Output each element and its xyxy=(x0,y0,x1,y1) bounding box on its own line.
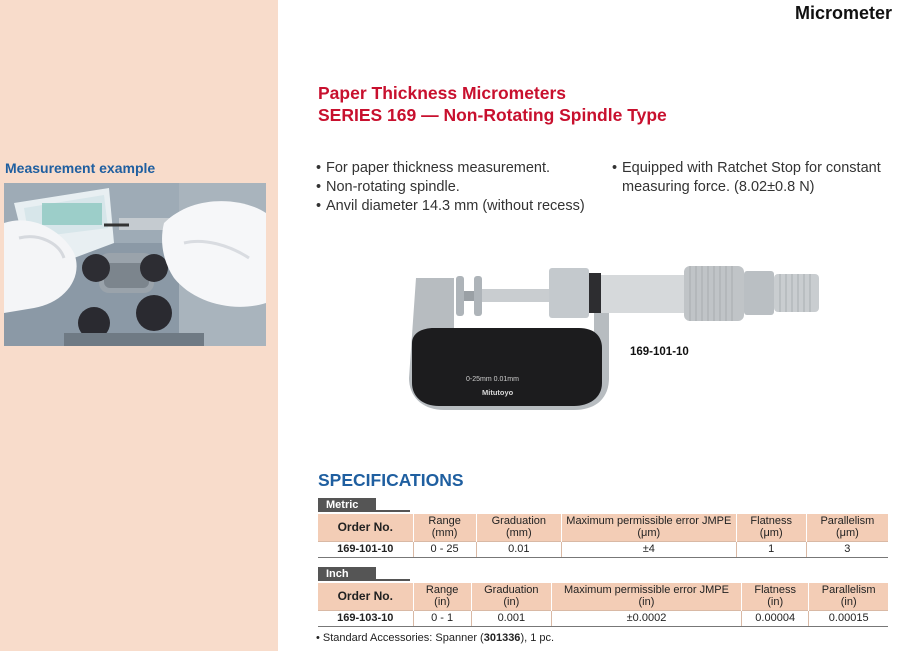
col-graduation: Graduation (mm) xyxy=(476,514,561,541)
feature-item: • Non-rotating spindle. xyxy=(316,178,606,197)
micrometer-product-image xyxy=(404,258,824,418)
cell-graduation: 0.001 xyxy=(471,610,551,626)
col-flatness: Flatness (in) xyxy=(741,583,808,610)
feature-item: • Anvil diameter 14.3 mm (without recess) xyxy=(316,197,606,216)
col-parallelism: Parallelism (μm) xyxy=(806,514,888,541)
table-header-row xyxy=(318,583,888,610)
cell-max-error: ±4 xyxy=(561,541,736,557)
col-parallelism: Parallelism (in) xyxy=(809,583,888,610)
feature-list-2 xyxy=(612,159,897,197)
metric-spec-table xyxy=(318,514,888,558)
metric-tab xyxy=(318,498,410,512)
title-line-1: Paper Thickness Micrometers xyxy=(318,83,567,103)
footnote-part-number: 301336 xyxy=(483,632,521,644)
cell-parallelism: 0.00015 xyxy=(809,610,888,626)
table-row xyxy=(318,610,888,626)
col-order-no: Order No. xyxy=(318,583,413,610)
measurement-example-photo xyxy=(4,183,266,346)
inch-tab-label: Inch xyxy=(326,568,349,580)
col-max-error: Maximum permissible error JMPE (in) xyxy=(551,583,741,610)
table-row xyxy=(318,541,888,557)
cell-flatness: 1 xyxy=(736,541,806,557)
col-max-error: Maximum permissible error JMPE (μm) xyxy=(561,514,736,541)
metric-tab-label: Metric xyxy=(326,499,359,511)
feature-item: • Equipped with Ratchet Stop for constant measuring force. (8.02±0.8 N) xyxy=(612,159,897,197)
title-line-2: SERIES 169 — Non-Rotating Spindle Type xyxy=(318,105,667,125)
col-order-no: Order No. xyxy=(318,514,413,541)
table-header-row xyxy=(318,514,888,541)
col-graduation: Graduation (in) xyxy=(471,583,551,610)
product-title xyxy=(318,82,667,126)
accessories-footnote xyxy=(316,632,554,644)
inch-spec-table xyxy=(318,583,888,627)
cell-range: 0 - 1 xyxy=(413,610,471,626)
frame-range-text: 0-25mm 0.01mm xyxy=(466,376,519,383)
col-range: Range (in) xyxy=(413,583,471,610)
feature-item: • For paper thickness measurement. xyxy=(316,159,606,178)
page-category: Micrometer xyxy=(794,3,892,23)
cell-parallelism: 3 xyxy=(806,541,888,557)
cell-order-no: 169-103-10 xyxy=(318,610,413,626)
cell-graduation: 0.01 xyxy=(476,541,561,557)
brand-logo-text: Mitutoyo xyxy=(482,388,514,397)
cell-range: 0 - 25 xyxy=(413,541,476,557)
cell-max-error: ±0.0002 xyxy=(551,610,741,626)
measurement-example-label: Measurement example xyxy=(5,160,156,176)
model-number-label: 169-101-10 xyxy=(630,346,689,358)
cell-flatness: 0.00004 xyxy=(741,610,808,626)
footnote-suffix: ), 1 pc. xyxy=(520,632,555,644)
col-range: Range (mm) xyxy=(413,514,476,541)
cell-order-no: 169-101-10 xyxy=(318,541,413,557)
inch-tab xyxy=(318,567,410,581)
col-flatness: Flatness (μm) xyxy=(736,514,806,541)
footnote-prefix: • Standard Accessories: Spanner ( xyxy=(316,632,484,644)
feature-list-1 xyxy=(316,159,606,216)
specifications-heading: SPECIFICATIONS xyxy=(318,470,464,490)
